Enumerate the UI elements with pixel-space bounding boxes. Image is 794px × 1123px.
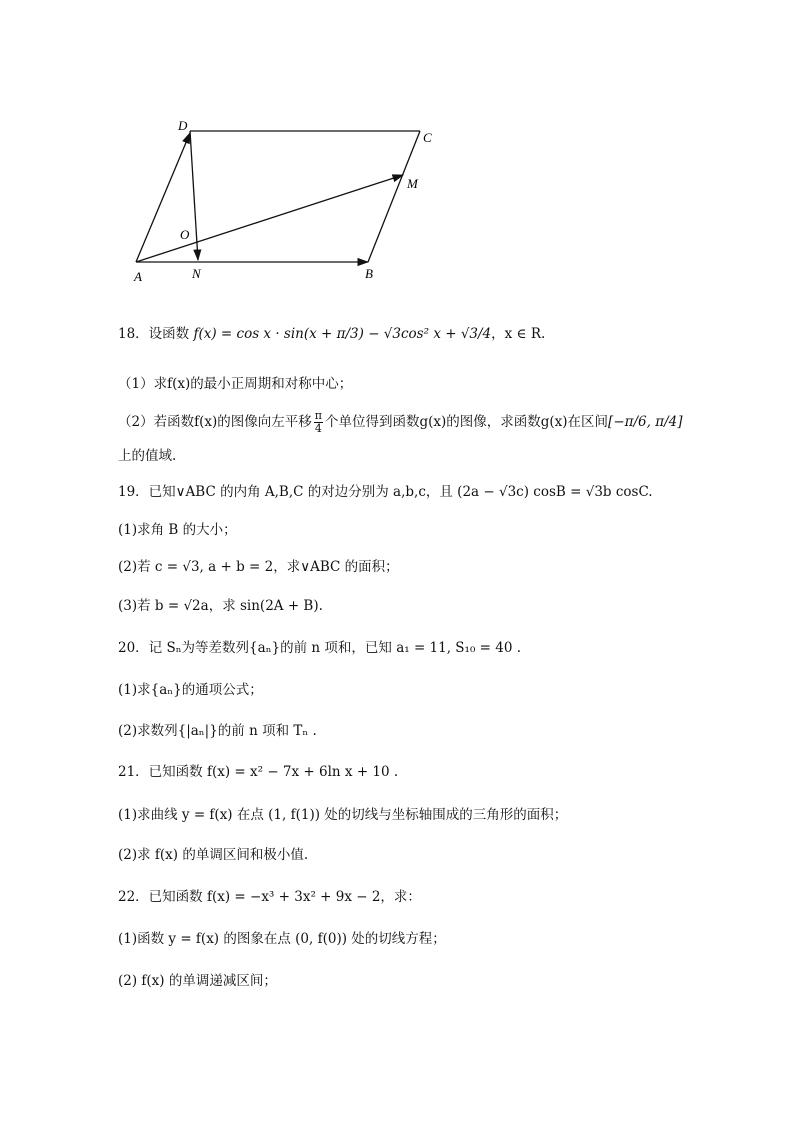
- side-cb: [368, 131, 420, 262]
- label-o: O: [180, 227, 190, 242]
- q20-part2: (2)求数列{|aₙ|}的前 n 项和 Tₙ .: [118, 723, 317, 739]
- label-a: A: [134, 269, 142, 284]
- q18-part2-text-a: （2）若函数f(x)的图像向左平移: [118, 414, 312, 430]
- parallelogram-figure: [120, 112, 450, 287]
- q18-interval: [−π/6, π/4]: [608, 414, 683, 430]
- q18-formula: f(x) = cos x · sin(x + π/3) − √3cos² x + √3/4: [193, 326, 492, 342]
- label-b: B: [365, 266, 373, 281]
- q21-stem: 21．已知函数 f(x) = x² − 7x + 6ln x + 10 .: [118, 764, 399, 780]
- label-n: N: [192, 266, 201, 281]
- q19-part2: (2)若 c = √3, a + b = 2，求∨ABC 的面积；: [118, 559, 399, 575]
- q18-frac-num: π: [314, 409, 322, 422]
- q18-frac-den: 4: [314, 422, 322, 435]
- vector-ad: [136, 133, 190, 262]
- q22-stem: 22．已知函数 f(x) = −x³ + 3x² + 9x − 2，求：: [118, 889, 421, 905]
- q18-part1: （1）求f(x)的最小正周期和对称中心；: [118, 376, 353, 392]
- vector-dn: [190, 131, 198, 260]
- q20-part1: (1)求{aₙ}的通项公式；: [118, 682, 263, 698]
- q20-stem: 20．记 Sₙ为等差数列{aₙ}的前 n 项和，已知 a₁ = 11, S₁₀ = 40 .: [118, 640, 522, 656]
- q18-prefix: 18．设函数: [118, 326, 190, 342]
- q18-part2-tail: 上的值域.: [118, 448, 177, 464]
- q22-part1: (1)函数 y = f(x) 的图象在点 (0, f(0)) 处的切线方程；: [118, 931, 446, 947]
- q19-stem: 19．已知∨ABC 的内角 A,B,C 的对边分别为 a,b,c，且 (2a − √3c) cosB = √3b cosC.: [118, 484, 653, 500]
- q18-domain: ，x ∈ R.: [491, 326, 546, 342]
- q19-part1: (1)求角 B 的大小；: [118, 522, 237, 538]
- q18-part2: [118, 410, 683, 435]
- q21-part2: (2)求 f(x) 的单调区间和极小值.: [118, 847, 309, 863]
- q18-stem: [118, 324, 545, 344]
- q21-part1: (1)求曲线 y = f(x) 在点 (1, f(1)) 处的切线与坐标轴围成的三角形的面积；: [118, 807, 568, 823]
- vector-am: [136, 175, 403, 262]
- q18-part2-text-b: 个单位得到函数g(x)的图像，求函数g(x)在区间: [324, 414, 609, 430]
- q18-shift-fraction: [314, 410, 323, 435]
- label-d: D: [178, 118, 188, 133]
- q22-part2: (2) f(x) 的单调递减区间；: [118, 973, 277, 989]
- label-c: C: [423, 130, 432, 145]
- q19-part3: (3)若 b = √2a，求 sin(2A + B).: [118, 598, 323, 614]
- label-m: M: [407, 176, 418, 191]
